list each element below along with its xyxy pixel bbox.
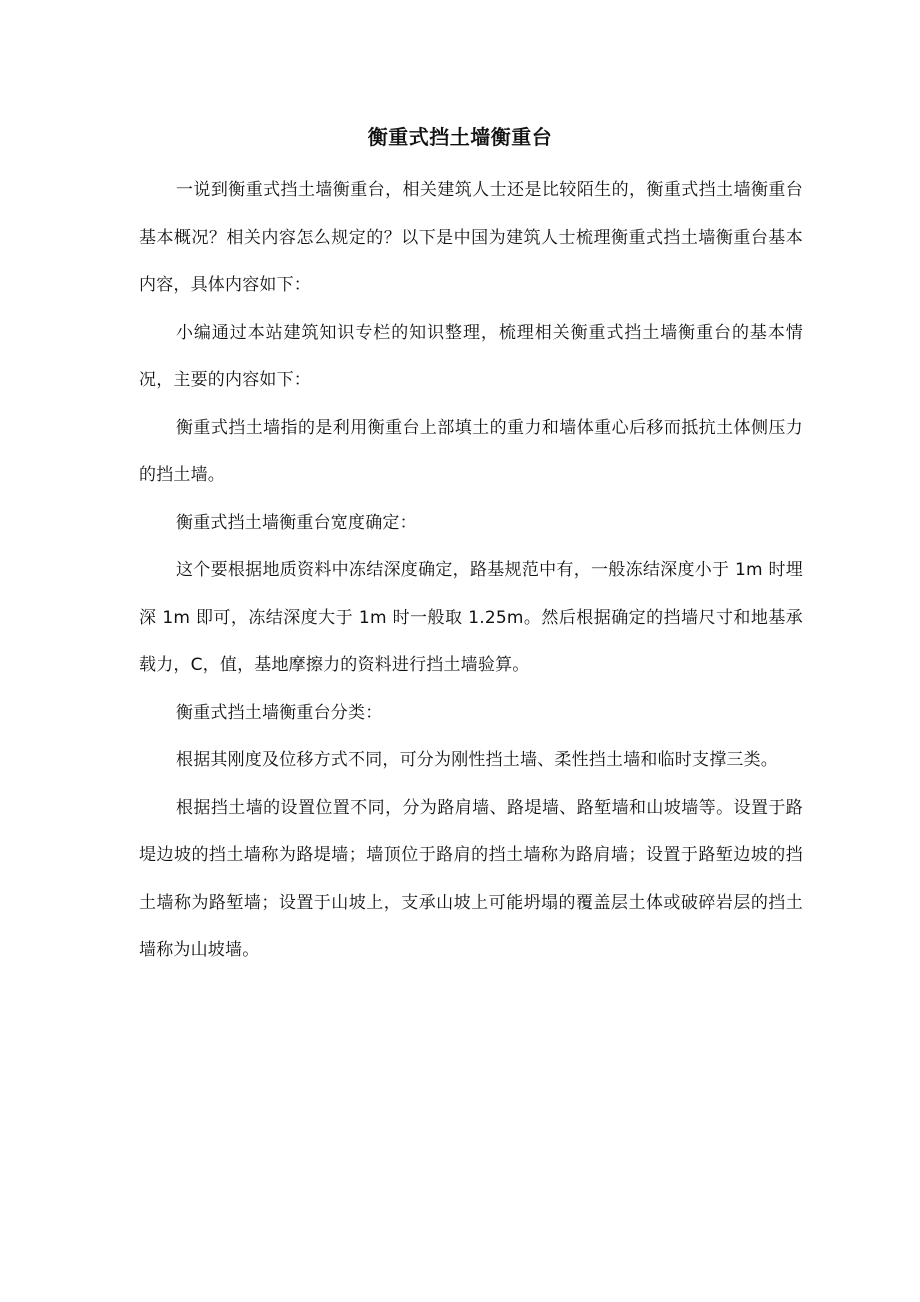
paragraph-definition: 衡重式挡土墙指的是利用衡重台上部填土的重力和墙体重心后移而抵抗土体侧压力的挡土墙。 — [139, 417, 803, 485]
paragraph-intro: 一说到衡重式挡土墙衡重台，相关建筑人士还是比较陌生的，衡重式挡土墙衡重台基本概况？相关内容怎么规定的？以下是中国为建筑人士梳理衡重式挡土墙衡重台基本内容，具体内容如下： — [139, 180, 803, 295]
document-body — [139, 167, 803, 975]
page-title: 衡重式挡土墙衡重台 — [367, 125, 553, 149]
paragraph-width-detail: 这个要根据地质资料中冻结深度确定，路基规范中有，一般冻结深度小于 1m 时埋深 1m 即可，冻结深度大于 1m 时一般取 1.25m。然后根据确定的挡墙尺寸和地基承载力，C，值，基地摩擦力的资料进行挡土墙验算。 — [139, 560, 803, 675]
paragraph-classification-position: 根据挡土墙的设置位置不同，分为路肩墙、路堤墙、路堑墙和山坡墙等。设置于路堤边坡的挡土墙称为路堤墙；墙顶位于路肩的挡土墙称为路肩墙；设置于路堑边坡的挡土墙称为路堑墙；设置于山坡上，支承山坡上可能坍塌的覆盖层土体或破碎岩层的挡土墙称为山坡墙。 — [139, 797, 803, 960]
paragraph-classification-stiffness: 根据其刚度及位移方式不同，可分为刚性挡土墙、柔性挡土墙和临时支撑三类。 — [176, 750, 778, 770]
paragraph-classification-heading: 衡重式挡土墙衡重台分类： — [176, 702, 383, 723]
paragraph-overview: 小编通过本站建筑知识专栏的知识整理，梳理相关衡重式挡土墙衡重台的基本情况，主要的内容如下： — [139, 322, 803, 390]
paragraph-width-heading: 衡重式挡土墙衡重台宽度确定： — [176, 512, 417, 533]
